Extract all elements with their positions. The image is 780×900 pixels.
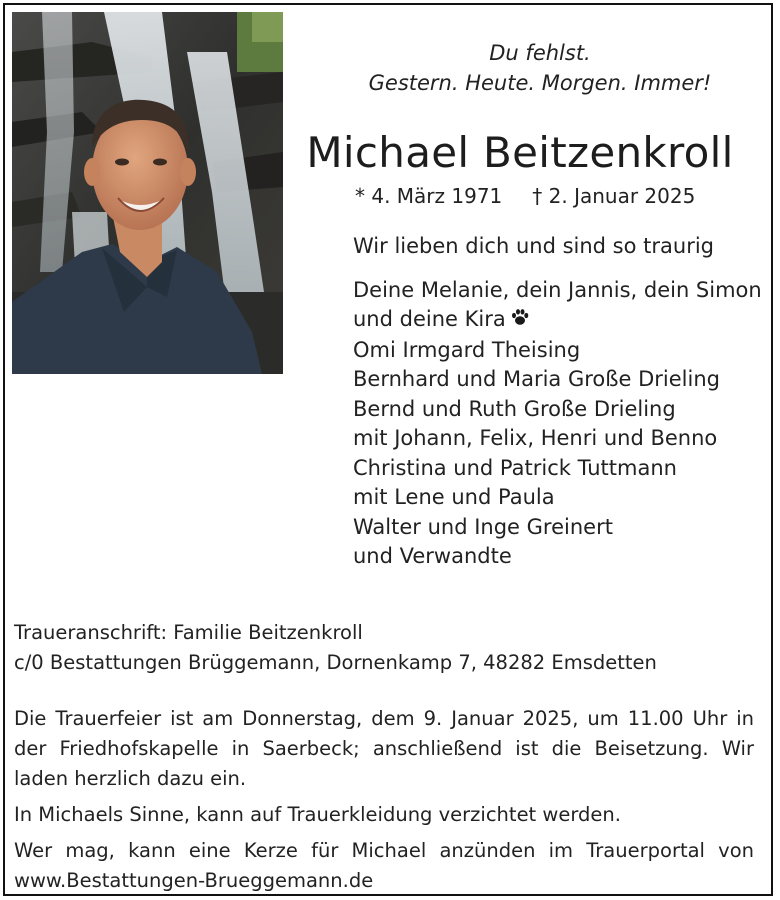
deceased-name: Michael Beitzenkroll xyxy=(306,128,734,177)
ceremony-paragraph: Die Trauerfeier ist am Donnerstag, dem 9. Januar 2025, um 11.00 Uhr in der Friedhofskapelle in Saerbeck; anschließend ist die Beisetzung. Wir laden herzlich dazu ein. xyxy=(14,707,754,790)
motto xyxy=(300,38,780,98)
family-line: und Verwandte xyxy=(353,544,512,568)
portrait-photo xyxy=(12,12,283,374)
family-line: mit Johann, Felix, Henri und Benno xyxy=(353,426,718,450)
candle-portal-paragraph: Wer mag, kann eine Kerze für Michael anzünden im Trauerportal von www.Bestattungen-Brueggemann.de xyxy=(14,839,754,892)
family-line-text: und deine Kira xyxy=(353,307,506,331)
family-line: Walter und Inge Greinert xyxy=(353,514,613,539)
paw-print-icon xyxy=(510,306,530,336)
mourning-address xyxy=(14,618,657,678)
address-line-2: c/0 Bestattungen Brüggemann, Dornenkamp 7, 48282 Emsdetten xyxy=(14,651,657,674)
family-line: Bernd und Ruth Große Drieling xyxy=(353,396,676,421)
address-line-1: Traueranschrift: Familie Beitzenkroll xyxy=(14,621,363,644)
life-dates xyxy=(355,184,695,208)
family-line: Bernhard und Maria Große Drieling xyxy=(353,367,720,391)
family-line: Omi Irmgard Theising xyxy=(353,337,581,362)
birth-date: * 4. März 1971 xyxy=(355,184,503,208)
family-line: Christina und Patrick Tuttmann xyxy=(353,455,677,480)
ceremony-info xyxy=(14,704,754,896)
motto-line-2: Gestern. Heute. Morgen. Immer! xyxy=(368,71,712,95)
dress-code-paragraph: In Michaels Sinne, kann auf Trauerkleidung verzichtet werden. xyxy=(14,803,621,826)
death-date: † 2. Januar 2025 xyxy=(532,184,696,208)
family-line: Deine Melanie, dein Jannis, dein Simon xyxy=(353,277,762,302)
family-lead: Wir lieben dich und sind so traurig xyxy=(353,234,714,258)
motto-line-1: Du fehlst. xyxy=(489,41,591,65)
family-list xyxy=(353,232,762,572)
family-line: mit Lene und Paula xyxy=(353,485,555,509)
family-line-kira xyxy=(353,305,762,336)
